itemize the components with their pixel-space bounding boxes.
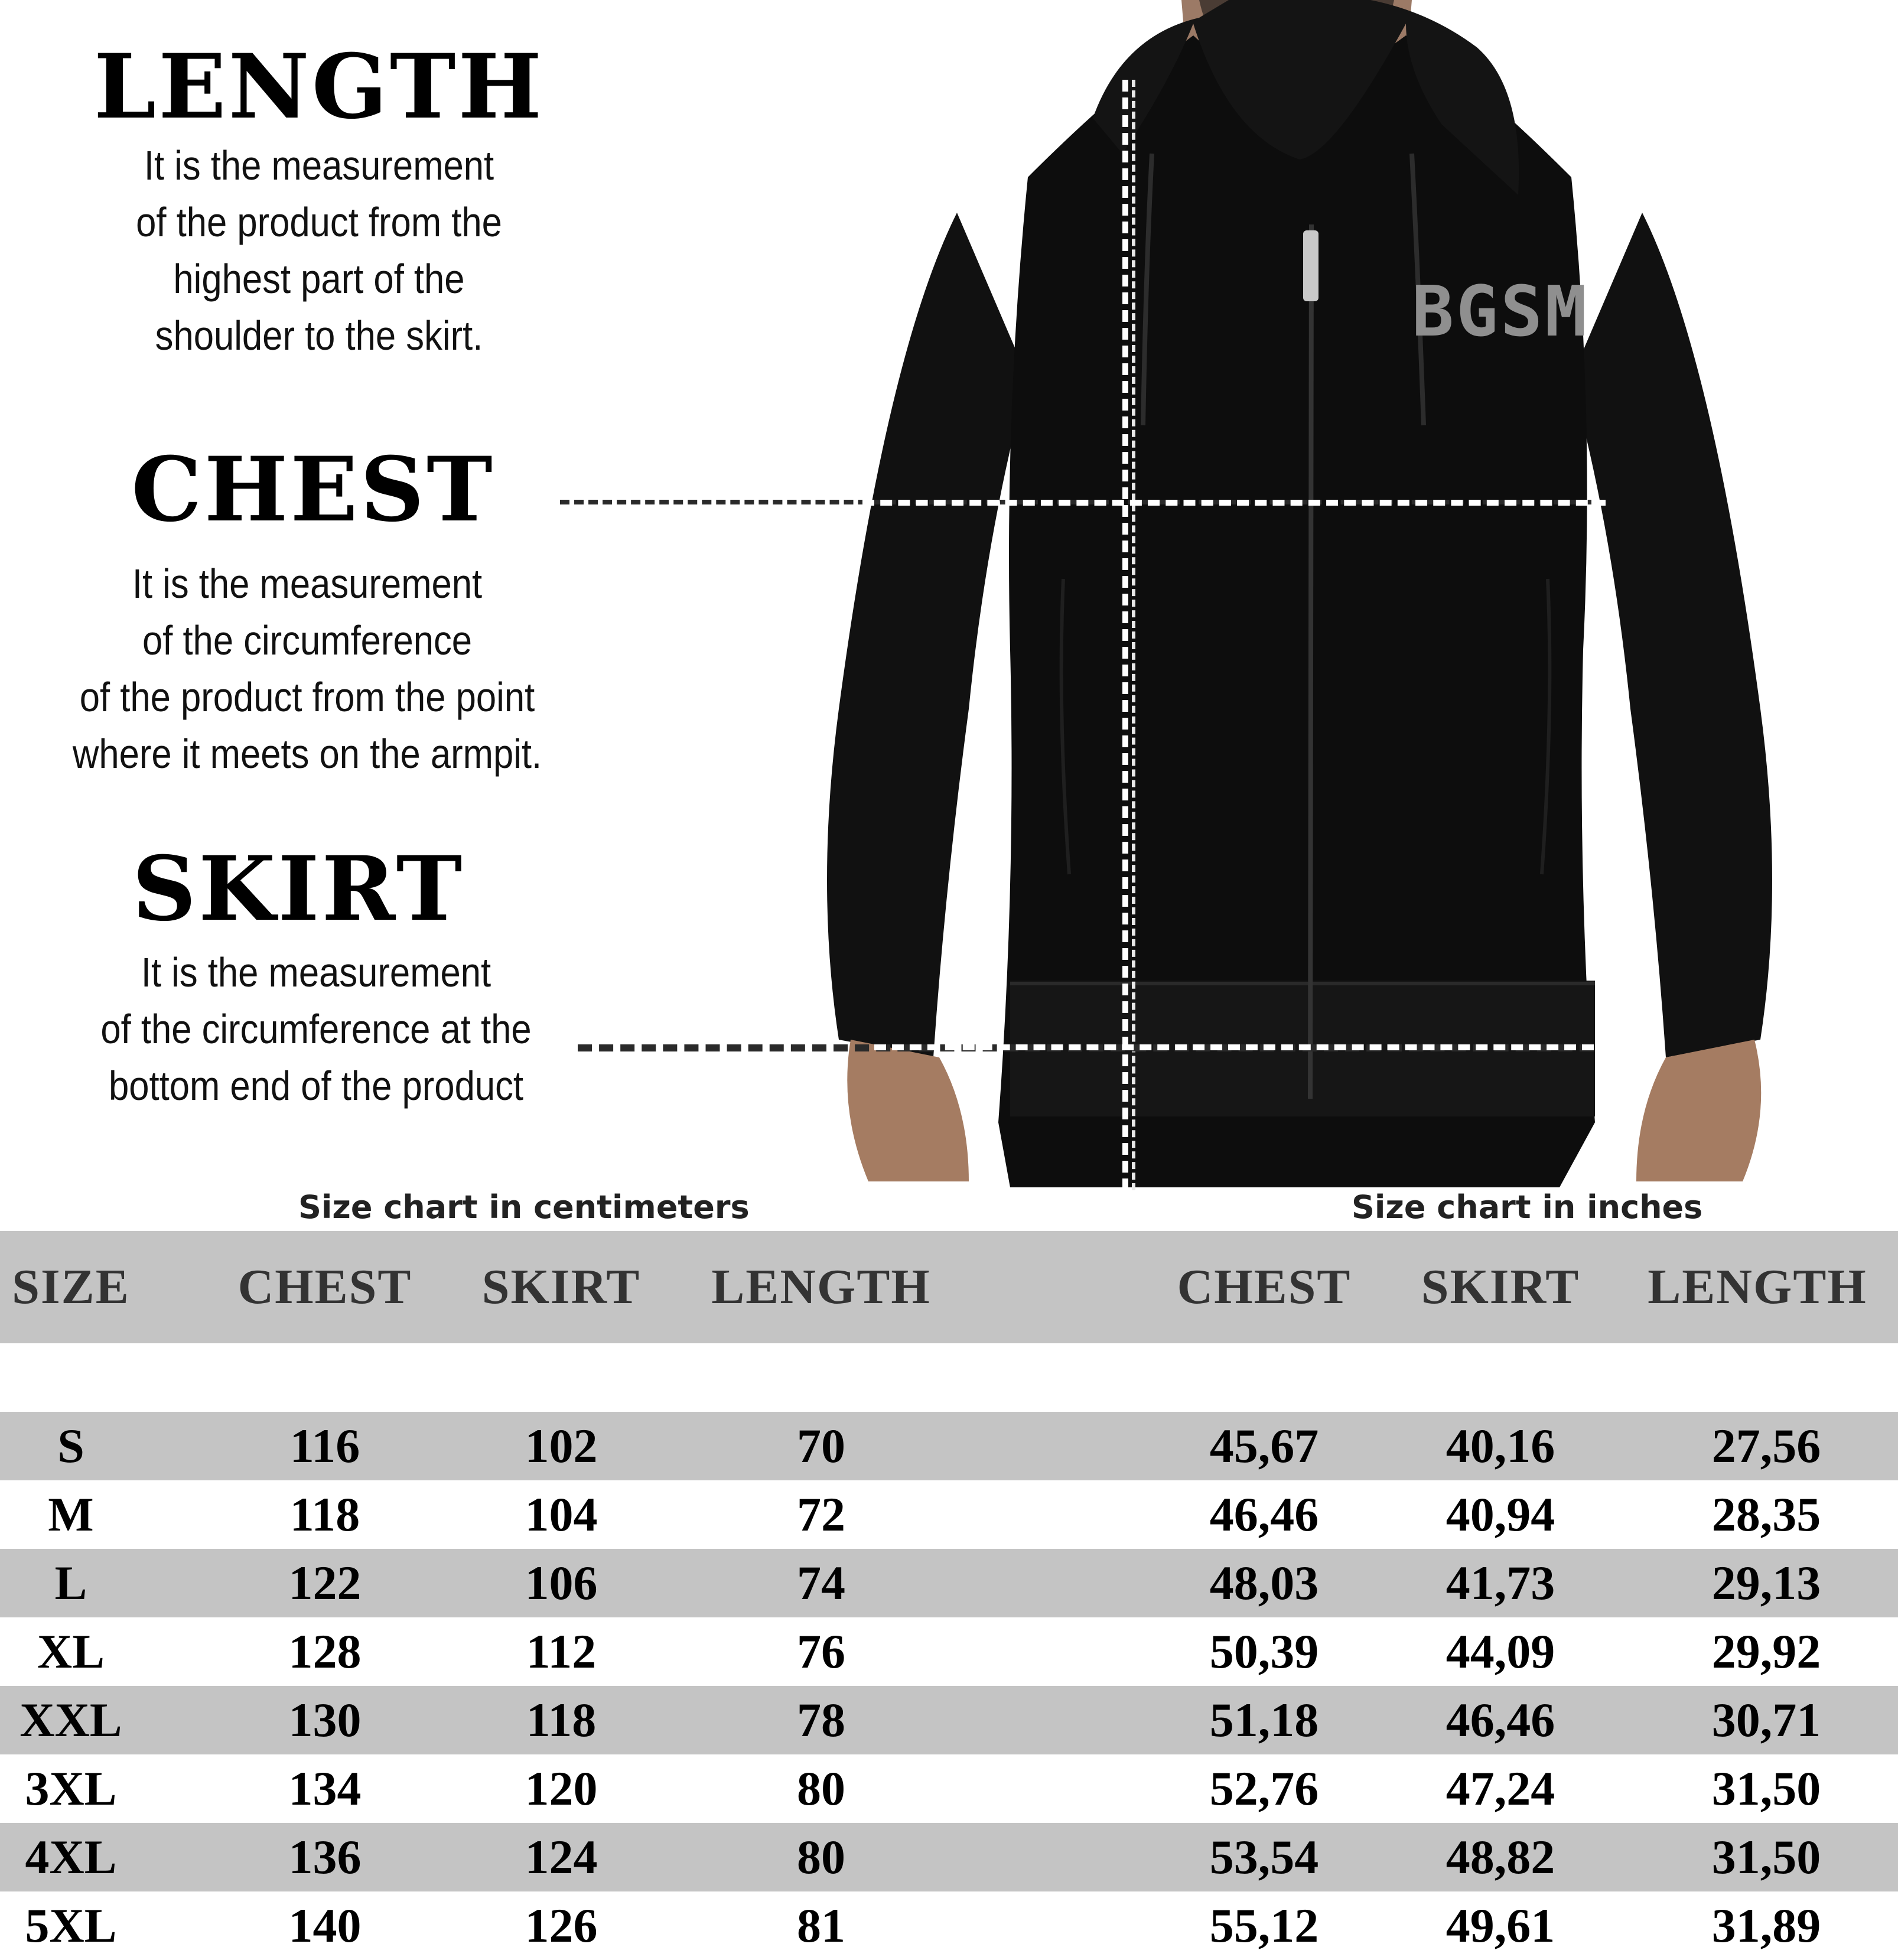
brand-logo: BGSM [1412, 271, 1590, 352]
cell-cm-skirt: 118 [526, 1693, 597, 1747]
cell-cm-length: 81 [797, 1899, 845, 1952]
cm-chart-caption: Size chart in centimeters [298, 1189, 750, 1226]
cell-cm-length: 76 [797, 1624, 845, 1678]
skirt-heading: SKIRT [132, 837, 465, 941]
right-sleeve [1571, 213, 1772, 1057]
cell-cm-skirt: 106 [525, 1556, 598, 1610]
table-row [0, 1891, 1898, 1960]
cell-cm-length: 74 [797, 1556, 845, 1610]
cell-cm-skirt: 112 [526, 1624, 597, 1678]
header-cm-skirt: SKIRT [481, 1259, 641, 1314]
cell-size: L [54, 1556, 87, 1610]
right-hand [1636, 1040, 1761, 1181]
left-hand [847, 1040, 969, 1181]
cell-in-length: 31,89 [1711, 1899, 1821, 1952]
cell-cm-skirt: 124 [525, 1830, 598, 1884]
chest-guide-line-white [862, 500, 1606, 506]
table-row [0, 1686, 1898, 1754]
inch-chart-caption: Size chart in inches [1352, 1189, 1703, 1226]
cell-size: XL [37, 1624, 105, 1678]
cell-cm-chest: 128 [288, 1624, 362, 1678]
cell-cm-chest: 118 [289, 1487, 360, 1541]
cell-in-length: 31,50 [1711, 1762, 1821, 1815]
table-row [0, 1754, 1898, 1823]
header-in-length: LENGTH [1648, 1259, 1867, 1314]
cell-cm-length: 70 [797, 1419, 845, 1473]
cell-in-chest: 50,39 [1209, 1624, 1319, 1678]
cell-in-chest: 48,03 [1209, 1556, 1319, 1610]
cell-cm-skirt: 126 [525, 1899, 598, 1952]
cell-cm-skirt: 104 [525, 1487, 598, 1541]
cell-in-chest: 51,18 [1209, 1693, 1319, 1747]
cell-cm-chest: 130 [288, 1693, 362, 1747]
cell-cm-chest: 116 [289, 1419, 360, 1473]
cell-in-length: 28,35 [1711, 1487, 1821, 1541]
table-row [0, 1480, 1898, 1549]
cell-cm-chest: 140 [288, 1899, 362, 1952]
cell-in-chest: 52,76 [1209, 1762, 1319, 1815]
header-cm-chest: CHEST [237, 1259, 412, 1314]
header-in-skirt: SKIRT [1421, 1259, 1580, 1314]
cell-cm-skirt: 120 [525, 1762, 598, 1815]
length-guide-line [1122, 80, 1128, 1190]
cell-in-skirt: 46,46 [1446, 1693, 1555, 1747]
cell-in-length: 29,92 [1711, 1624, 1821, 1678]
cell-cm-chest: 122 [288, 1556, 362, 1610]
header-cm-length: LENGTH [711, 1259, 931, 1314]
skirt-description: It is the measurement of the circumference at the bottom end of the product [100, 949, 532, 1109]
cell-in-length: 30,71 [1711, 1693, 1821, 1747]
cell-in-length: 31,50 [1711, 1830, 1821, 1884]
cell-cm-length: 80 [797, 1762, 845, 1815]
chest-description: It is the measurement of the circumference of the product from the point where it meets on the armpit. [72, 561, 542, 777]
cell-in-skirt: 49,61 [1446, 1899, 1555, 1952]
cell-size: S [57, 1419, 84, 1473]
cell-cm-length: 72 [797, 1487, 845, 1541]
cell-size: 3XL [25, 1762, 117, 1815]
cell-in-chest: 45,67 [1209, 1419, 1319, 1473]
cell-size: XXL [19, 1693, 122, 1747]
cell-cm-chest: 136 [288, 1830, 362, 1884]
length-guide-line-inner [1132, 80, 1135, 1190]
cell-in-length: 27,56 [1711, 1419, 1821, 1473]
cell-in-chest: 46,46 [1209, 1487, 1319, 1541]
cell-in-skirt: 40,94 [1446, 1487, 1555, 1541]
length-heading: LENGTH [93, 35, 545, 139]
left-sleeve [827, 213, 1028, 1057]
cell-in-skirt: 40,16 [1446, 1419, 1555, 1473]
length-description: It is the measurement of the product from the highest part of the shoulder to the skirt. [136, 142, 502, 359]
table-row [0, 1549, 1898, 1617]
size-chart-header [0, 1231, 1898, 1343]
cell-cm-length: 80 [797, 1830, 845, 1884]
skirt-guide-line-white [874, 1044, 1594, 1050]
zipper-pull [1303, 230, 1318, 301]
cell-in-skirt: 44,09 [1446, 1624, 1555, 1678]
cell-size: 4XL [25, 1830, 117, 1884]
cell-in-skirt: 41,73 [1446, 1556, 1555, 1610]
cell-cm-skirt: 102 [525, 1419, 598, 1473]
header-size: SIZE [12, 1259, 130, 1314]
hoodie-illustration [815, 0, 1796, 1187]
header-in-chest: CHEST [1177, 1259, 1352, 1314]
zipper [1310, 224, 1311, 1099]
cell-in-chest: 53,54 [1209, 1830, 1319, 1884]
cell-cm-chest: 134 [288, 1762, 362, 1815]
cell-in-length: 29,13 [1711, 1556, 1821, 1610]
cell-size: 5XL [25, 1899, 117, 1952]
cell-size: M [48, 1487, 94, 1541]
cell-in-skirt: 47,24 [1446, 1762, 1555, 1815]
cell-in-chest: 55,12 [1209, 1899, 1319, 1952]
table-row [0, 1412, 1898, 1480]
table-row [0, 1823, 1898, 1891]
cell-cm-length: 78 [797, 1693, 845, 1747]
chest-heading: CHEST [131, 438, 495, 542]
cell-in-skirt: 48,82 [1446, 1830, 1555, 1884]
table-row [0, 1617, 1898, 1686]
